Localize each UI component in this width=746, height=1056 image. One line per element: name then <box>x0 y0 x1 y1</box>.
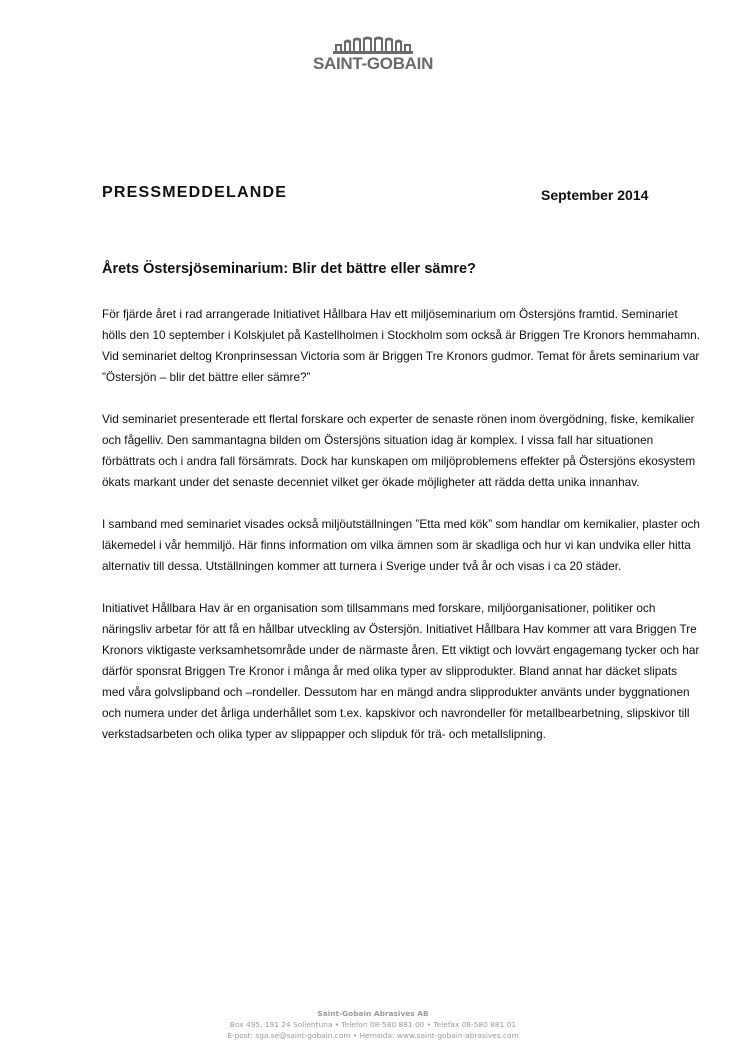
document-date: September 2014 <box>541 187 649 203</box>
paragraph: Vid seminariet presenterade ett flertal forskare och experter de senaste rönen inom övergödning, fiske, kemikalier och fågelliv. Den sammantagna bilden om Östersjöns situation idag är komplex. I vissa fall har situationen förbättrats och i andra fall försämrats. Dock har kunskapen om miljöproblemens effekter på Östersjöns ekosystem ökats markant under det senaste decenniet vilket ger ökade möjligheter att rädda detta unika innanhav. <box>102 412 696 489</box>
paragraph: Initiativet Hållbara Hav är en organisation som tillsammans med forskare, miljöorganisationer, politiker och näringsliv arbetar för att få en hållbar utveckling av Östersjön. Initiativet Hållbara Hav kommer att vara Briggen Tre Kronors viktigaste verksamhetsområde under de närmaste åren. Ett viktigt och lovvärt engagemang tycker och har därför sponsrat Briggen Tre Kronor i många år med olika typer av slipprodukter. Bland annat har däcket slipats med våra golvslipband och –rondeller. Dessutom har en mängd andra slipprodukter använts under byggnationen och numera under det årliga underhållet som t.ex. kapskivor och navrondeller för metallbearbetning, slipskivor till verkstadsarbeten och olika typer av slippapper och slipduk för trä- och metallslipning. <box>102 601 700 741</box>
article-body <box>102 304 702 766</box>
footer-contact: E-post: sga.se@saint-gobain.com • Hemsida: www.saint-gobain-abrasives.com <box>227 1031 519 1040</box>
footer-company: Saint-Gobain Abrasives AB <box>317 1009 429 1018</box>
article-headline: Årets Östersjöseminarium: Blir det bättre eller sämre? <box>102 261 476 277</box>
saint-gobain-arch-logo-icon <box>333 36 413 54</box>
page-footer <box>0 1008 746 1041</box>
footer-address: Box 495, 191 24 Sollentuna • Telefon 08-580 881 00 • Telefax 08-580 881 01 <box>229 1020 517 1029</box>
document-type-label: PRESSMEDDELANDE <box>102 184 288 201</box>
company-logo <box>297 36 449 82</box>
paragraph: I samband med seminariet visades också miljöutställningen ”Etta med kök” som handlar om kemikalier, plaster och läkemedel i vår hemmiljö. Här finns information om vilka ämnen som är skadliga och hur vi kan undvika eller hitta alternativ till dessa. Utställningen kommer att turnera i Sverige under två år och visas i ca 20 städer. <box>102 517 700 573</box>
paragraph: För fjärde året i rad arrangerade Initiativet Hållbara Hav ett miljöseminarium om Östersjöns framtid. Seminariet hölls den 10 september i Kolskjulet på Kastellholmen i Stockholm som också är Briggen Tre Kronors hemmahamn. Vid seminariet deltog Kronprinsessan Victoria som är Briggen Tre Kronors gudmor. Temat för årets seminarium var ”Östersjön – blir det bättre eller sämre?” <box>102 307 700 384</box>
logo-wordmark: SAINT-GOBAIN <box>312 54 434 73</box>
